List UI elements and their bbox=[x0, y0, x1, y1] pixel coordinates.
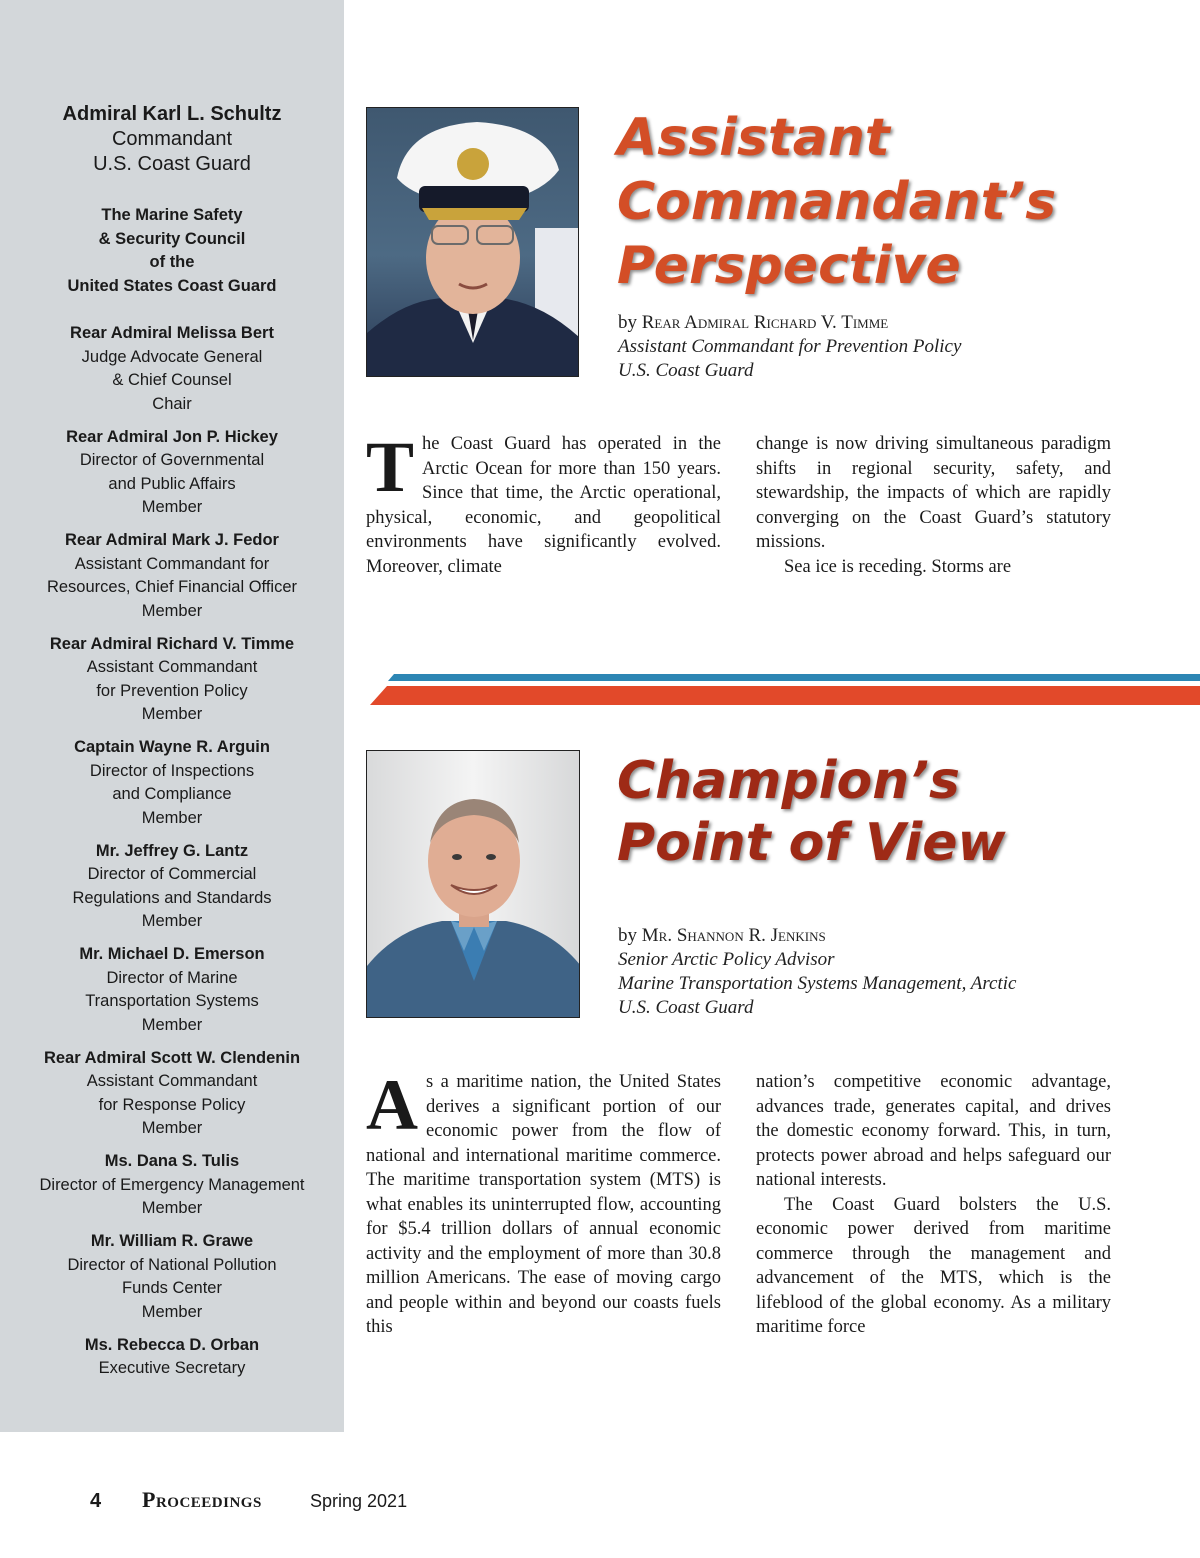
member-name: Mr. William R. Grawe bbox=[90, 1232, 254, 1250]
member-role: Judge Advocate General bbox=[81, 347, 263, 366]
member-role: for Response Policy bbox=[98, 1095, 246, 1114]
member-role: Funds Center bbox=[122, 1279, 222, 1297]
member-entry bbox=[0, 633, 344, 727]
member-entry bbox=[0, 1047, 344, 1141]
author-org: U.S. Coast Guard bbox=[618, 997, 754, 1018]
paragraph: change is now driving simultaneous paradigm shifts in regional security, safety, and stewardship, the impacts of which are rapidly converging on the Coast Guard’s statutory missions. bbox=[756, 434, 1111, 552]
member-role: Member bbox=[141, 808, 203, 827]
commandant-title: Commandant bbox=[111, 128, 233, 150]
paragraph: Sea ice is receding. Storms are bbox=[784, 556, 1012, 577]
author-name: Mr. Shannon R. Jenkins bbox=[641, 925, 826, 946]
member-entry bbox=[0, 840, 344, 934]
member-role: Regulations and Standards bbox=[72, 888, 272, 907]
article2-byline bbox=[618, 924, 1016, 1020]
member-role: Director of National Pollution bbox=[67, 1255, 277, 1274]
issue-label: Spring 2021 bbox=[310, 1491, 408, 1511]
council-name bbox=[0, 204, 344, 298]
council-line: of the bbox=[149, 253, 195, 271]
drop-cap: T bbox=[366, 432, 415, 507]
member-name: Rear Admiral Melissa Bert bbox=[70, 324, 274, 342]
member-name: Rear Admiral Richard V. Timme bbox=[49, 634, 295, 653]
member-role: Member bbox=[141, 912, 203, 930]
article2-title bbox=[617, 750, 1006, 874]
member-role: Member bbox=[141, 1302, 203, 1321]
sidebar bbox=[0, 0, 344, 1432]
title-line: Champion’s bbox=[617, 751, 960, 811]
divider-stripe-red bbox=[370, 686, 1200, 705]
drop-cap: A bbox=[366, 1070, 418, 1145]
article1-byline bbox=[618, 311, 961, 383]
author-name: Rear Admiral Richard V. Timme bbox=[641, 312, 889, 333]
member-name: Ms. Dana S. Tulis bbox=[104, 1152, 240, 1170]
member-role: Chair bbox=[152, 394, 192, 413]
member-role: and Public Affairs bbox=[108, 474, 236, 493]
article1-column-1 bbox=[366, 432, 721, 582]
by-label: by bbox=[618, 925, 637, 946]
author-office: Marine Transportation Systems Management, Arctic bbox=[618, 973, 1017, 994]
article2-column-2 bbox=[756, 1070, 1111, 1370]
member-role: Assistant Commandant bbox=[86, 1072, 258, 1090]
member-entry bbox=[0, 943, 344, 1037]
timme-portrait-photo bbox=[366, 107, 579, 377]
title-line: Perspective bbox=[617, 236, 961, 296]
article2-column-1 bbox=[366, 1070, 721, 1370]
member-entry bbox=[0, 322, 344, 416]
member-role: for Prevention Policy bbox=[96, 681, 248, 700]
title-line: Commandant’s bbox=[617, 172, 1057, 232]
divider-stripe-blue bbox=[388, 674, 1200, 681]
paragraph: nation’s competitive economic advantage, advances trade, generates capital, and drives the domestic economy forward. This, in turn, protects power abroad and helps safeguard our national interests. bbox=[756, 1072, 1111, 1190]
member-name: Captain Wayne R. Arguin bbox=[74, 738, 270, 756]
member-role: Executive Secretary bbox=[98, 1359, 246, 1377]
member-entry bbox=[0, 736, 344, 830]
member-role: Director of Inspections bbox=[89, 761, 255, 780]
member-name: Mr. Jeffrey G. Lantz bbox=[95, 841, 249, 860]
title-line: Assistant bbox=[617, 108, 890, 168]
member-entry bbox=[0, 1334, 344, 1381]
article1-column-2 bbox=[756, 432, 1111, 582]
member-role: Resources, Chief Financial Officer bbox=[46, 578, 298, 596]
publication-name: Proceedings bbox=[142, 1487, 262, 1512]
member-name: Rear Admiral Mark J. Fedor bbox=[65, 531, 279, 549]
author-org: U.S. Coast Guard bbox=[618, 360, 754, 381]
council-line: United States Coast Guard bbox=[67, 276, 277, 295]
jenkins-portrait-photo bbox=[366, 750, 580, 1018]
member-entry bbox=[0, 426, 344, 520]
member-entry bbox=[0, 1150, 344, 1221]
member-role: & Chief Counsel bbox=[112, 371, 232, 389]
member-name: Ms. Rebecca D. Orban bbox=[84, 1335, 260, 1354]
author-position: Assistant Commandant for Prevention Policy bbox=[618, 336, 962, 357]
commandant-block bbox=[0, 102, 344, 177]
page-footer bbox=[90, 1486, 407, 1516]
officer-portrait-illustration bbox=[367, 108, 579, 377]
article1-title bbox=[617, 106, 1056, 298]
member-role: Assistant Commandant bbox=[86, 658, 258, 676]
paragraph: The Coast Guard bolsters the U.S. economic power derived from maritime commerce through the management and advancement of the MTS, which is the lifeblood of the global economy. As a military maritime force bbox=[756, 1194, 1111, 1337]
member-role: Member bbox=[141, 1015, 203, 1034]
paragraph: he Coast Guard has operated in the Arctic Ocean for more than 150 years. Since that time, the Arctic operational, physical, economic, and geopolitical environments have significantly evolved. Moreover, climate bbox=[366, 434, 721, 577]
member-role: Transportation Systems bbox=[85, 992, 259, 1010]
advisor-portrait-illustration bbox=[367, 751, 580, 1018]
member-role: and Compliance bbox=[112, 785, 232, 803]
member-role: Member bbox=[141, 498, 203, 516]
title-line: Point of View bbox=[617, 813, 1006, 873]
page-number: 4 bbox=[90, 1490, 102, 1512]
by-label: by bbox=[618, 312, 637, 333]
paragraph: s a maritime nation, the United States derives a significant portion of our economic power from the flow of national and international maritime commerce. The maritime transportation system (MTS) is what enables its uninterrupted flow, accounting for $5.4 trillion dollars of annual economic activity and the employment of more than 30.8 million Americans. The ease of moving cargo and people within and beyond our coasts fuels this bbox=[366, 1072, 721, 1337]
member-role: Assistant Commandant for bbox=[74, 554, 270, 573]
council-line: & Security Council bbox=[98, 229, 246, 248]
member-entry bbox=[0, 1230, 344, 1324]
member-role: Member bbox=[141, 1119, 203, 1137]
member-role: Director of Marine bbox=[106, 968, 238, 987]
author-position: Senior Arctic Policy Advisor bbox=[618, 949, 835, 970]
council-line: The Marine Safety bbox=[101, 206, 243, 224]
commandant-org: U.S. Coast Guard bbox=[93, 153, 251, 175]
member-entry bbox=[0, 529, 344, 623]
member-role: Director of Commercial bbox=[87, 865, 257, 883]
commandant-name: Admiral Karl L. Schultz bbox=[62, 103, 282, 125]
member-list bbox=[0, 322, 344, 1390]
member-role: Director of Emergency Management bbox=[39, 1175, 305, 1194]
member-role: Director of Governmental bbox=[79, 451, 265, 469]
member-name: Rear Admiral Scott W. Clendenin bbox=[43, 1048, 301, 1067]
member-role: Member bbox=[141, 705, 203, 723]
member-role: Member bbox=[141, 1199, 203, 1217]
member-name: Rear Admiral Jon P. Hickey bbox=[66, 427, 278, 446]
member-role: Member bbox=[141, 601, 203, 620]
member-name: Mr. Michael D. Emerson bbox=[79, 945, 265, 963]
